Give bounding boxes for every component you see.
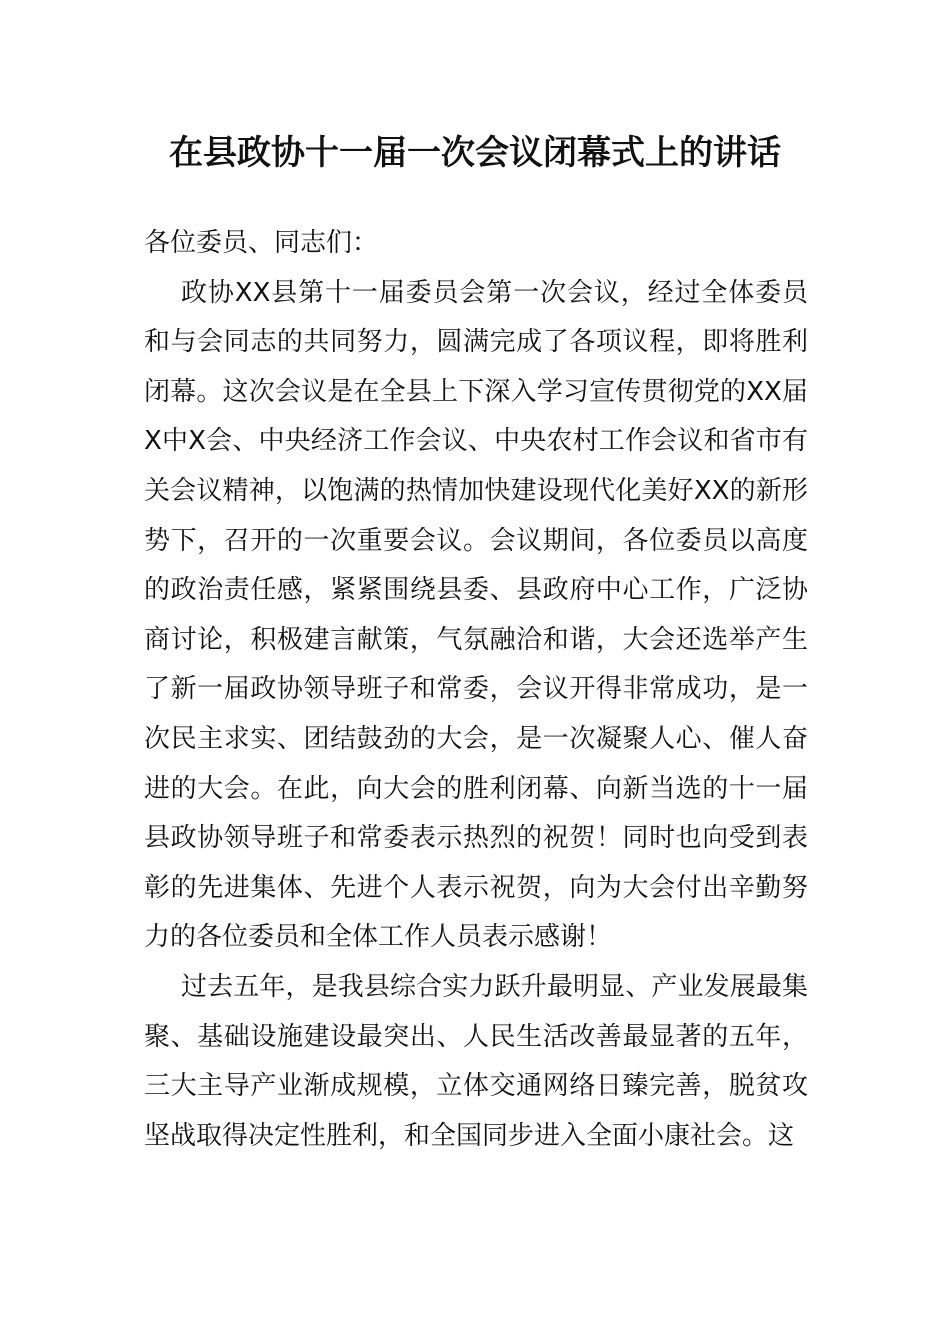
- paragraph-2: 过去五年，是我县综合实力跃升最明显、产业发展最集聚、基础设施建设最突出、人民生活改善最显著的五年，三大主导产业渐成规模，立体交通网络日臻完善，脱贫攻坚战取得决定性胜利，和全国同步进入全面小康社会。这: [144, 971, 808, 1151]
- document-body: [144, 219, 808, 1161]
- salutation: 各位委员、同志们：: [144, 228, 379, 258]
- document-title: 在县政协十一届一次会议闭幕式上的讲话: [169, 133, 781, 173]
- paragraph-1: 政协XX县第十一届委员会第一次会议，经过全体委员和与会同志的共同努力，圆满完成了各项议程，即将胜利闭幕。这次会议是在全县上下深入学习宣传贯彻党的XX届X中X会、中央经济工作会议、中央农村工作会议和省市有关会议精神，以饱满的热情加快建设现代化美好XX的新形势下，召开的一次重要会议。会议期间，各位委员以高度的政治责任感，紧紧围绕县委、县政府中心工作，广泛协商讨论，积极建言献策，气氛融洽和谐，大会还选举产生了新一届政协领导班子和常委，会议开得非常成功，是一次民主求实、团结鼓劲的大会，是一次凝聚人心、催人奋进的大会。在此，向大会的胜利闭幕、向新当选的十一届县政协领导班子和常委表示热烈的祝贺！同时也向受到表彰的先进集体、先进个人表示祝贺，向为大会付出辛勤努力的各位委员和全体工作人员表示感谢！: [144, 277, 808, 953]
